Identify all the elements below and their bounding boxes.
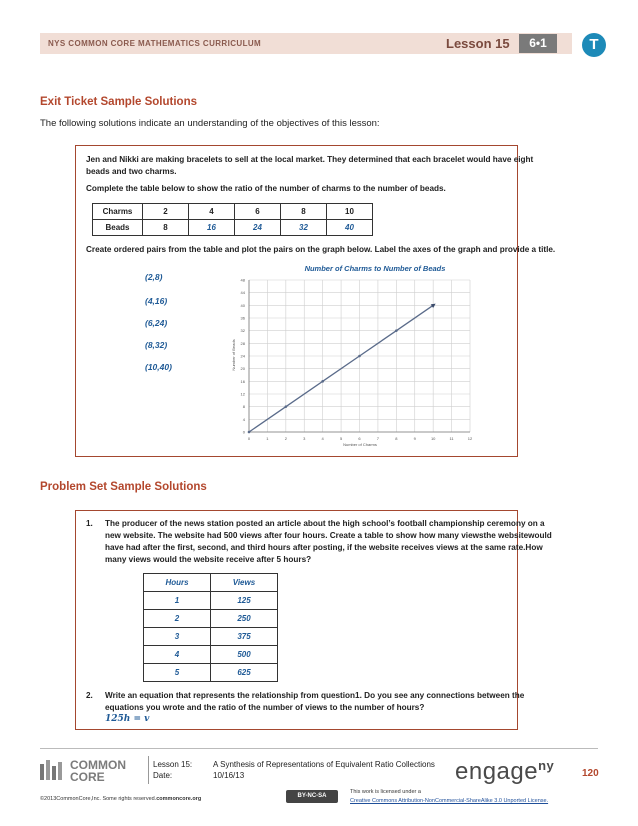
x-tick-label: 4 — [321, 436, 324, 441]
engageny-logo-sup: ny — [538, 758, 555, 773]
charms-cell: 4 — [189, 204, 235, 220]
cc-license-badge[interactable]: BY-NC-SA — [286, 790, 338, 803]
hours-header: Hours — [144, 574, 211, 592]
y-tick-label: 24 — [240, 353, 245, 359]
data-point — [285, 405, 288, 408]
beads-answer-cell: 16 — [189, 220, 235, 236]
copyright-site: commoncore.org — [156, 796, 202, 802]
charms-cell: 6 — [235, 204, 281, 220]
curriculum-title: NYS COMMON CORE MATHEMATICS CURRICULUM — [48, 39, 262, 48]
page-number: 120 — [582, 768, 599, 779]
exit-ticket-title: Exit Ticket Sample Solutions — [40, 96, 197, 108]
hours-cell: 5 — [144, 664, 211, 682]
views-cell: 125 — [211, 592, 278, 610]
y-tick-label: 28 — [240, 340, 245, 346]
lesson-number: Lesson 15 — [446, 36, 510, 51]
data-point — [358, 355, 361, 358]
hours-views-table — [143, 573, 278, 682]
hours-cell: 1 — [144, 592, 211, 610]
grade-module-badge: 6•1 — [519, 34, 557, 53]
plot-instruction: Create ordered pairs from the table and plot the pairs on the graph below. Label the axes of the graph and provide a title. — [86, 245, 556, 254]
hours-cell: 3 — [144, 628, 211, 646]
table-row — [144, 646, 278, 664]
views-header: Views — [211, 574, 278, 592]
footer-lesson-label: Lesson 15: — [153, 760, 193, 769]
problem-line-1: Jen and Nikki are making bracelets to sell at the local market. They determined that each bracelet would have eight — [86, 155, 534, 164]
beads-answer-cell: 32 — [281, 220, 327, 236]
y-tick-label: 44 — [240, 290, 245, 296]
x-tick-label: 7 — [376, 436, 380, 441]
y-tick-label: 4 — [242, 416, 245, 422]
x-tick-label: 2 — [284, 436, 287, 441]
y-tick-label: 48 — [240, 277, 245, 283]
ordered-pair: (10,40) — [145, 362, 172, 372]
engageny-logo-text: engage — [455, 758, 539, 785]
charms-cell: 10 — [327, 204, 373, 220]
table-row — [144, 664, 278, 682]
table-row — [144, 628, 278, 646]
q2-line: Write an equation that represents the relationship from question1. Do you see any connections between the — [105, 691, 525, 700]
views-cell: 250 — [211, 610, 278, 628]
x-axis-label: Number of Charms — [343, 442, 377, 447]
q2-answer-equation: 125h = v — [105, 714, 150, 724]
beads-answer-cell: 40 — [327, 220, 373, 236]
q1-line: new website. The website had 500 views after four hours. Create a table to show how many viewsthe websitewould — [105, 531, 552, 540]
x-tick-label: 1 — [266, 436, 269, 441]
license-line1: This work is licensed under a — [350, 789, 421, 795]
y-tick-label: 12 — [240, 391, 245, 397]
footer-lesson-title: A Synthesis of Representations of Equivalent Ratio Collections — [213, 760, 435, 769]
x-tick-label: 11 — [449, 436, 454, 441]
x-tick-label: 10 — [430, 436, 436, 441]
q2-line: equations you wrote and the ratio of the number of views to the number of hours? — [105, 703, 425, 712]
exit-ticket-intro: The following solutions indicate an understanding of the objectives of this lesson: — [40, 118, 380, 129]
data-point — [321, 380, 324, 383]
logo-text-line2: CORE — [70, 770, 105, 784]
x-tick-label: 8 — [395, 436, 398, 441]
footer-date-label: Date: — [153, 771, 173, 780]
y-tick-label: 32 — [240, 328, 245, 334]
hours-cell: 2 — [144, 610, 211, 628]
footer-separator — [148, 756, 149, 784]
ordered-pair: (8,32) — [145, 340, 168, 350]
question-number: 1. — [86, 519, 93, 528]
y-tick-label: 0 — [242, 429, 245, 435]
x-tick-label: 0 — [247, 436, 251, 441]
row-label-beads: Beads — [93, 220, 143, 236]
views-cell: 625 — [211, 664, 278, 682]
data-point — [395, 329, 398, 332]
x-tick-label: 5 — [339, 436, 343, 441]
chart-title: Number of Charms to Number of Beads — [304, 264, 446, 273]
engageny-logo — [455, 758, 554, 786]
copyright — [40, 796, 201, 802]
charms-beads-table — [92, 203, 373, 236]
logo-text-line1: COMMON — [70, 758, 126, 772]
problem-line-2: beads and two charms. — [86, 167, 177, 176]
hours-cell: 4 — [144, 646, 211, 664]
y-tick-label: 8 — [242, 404, 245, 410]
q1-line: many views would the website receive after 5 hours? — [105, 555, 312, 564]
y-tick-label: 20 — [240, 366, 245, 372]
x-tick-label: 6 — [358, 436, 361, 441]
q1-line: have had after the first, second, and third hours after posting, if the website receives views at the same rate.How — [105, 543, 543, 552]
table-row — [93, 204, 373, 220]
table-row — [144, 592, 278, 610]
license-link[interactable]: Creative Commons Attribution-NonCommercial-ShareAlike 3.0 Unported License. — [350, 798, 549, 804]
q1-line: The producer of the news station posted an article about the high school’s football championship ceremony on a — [105, 519, 545, 528]
beads-answer-cell: 24 — [235, 220, 281, 236]
table-row — [144, 610, 278, 628]
data-point — [248, 431, 251, 434]
footer-date: 10/16/13 — [213, 771, 245, 780]
charms-cell: 8 — [281, 204, 327, 220]
row-label-charms: Charms — [93, 204, 143, 220]
y-axis-label: Number of Beads — [231, 339, 236, 371]
y-tick-label: 40 — [240, 302, 245, 308]
y-tick-label: 36 — [240, 315, 245, 321]
views-cell: 500 — [211, 646, 278, 664]
ordered-pair: (2,8) — [145, 272, 163, 282]
table-row — [93, 220, 373, 236]
teacher-badge-icon: T — [582, 33, 606, 57]
copyright-text: ©2013CommonCore,Inc. Some rights reserved. — [40, 796, 157, 802]
y-tick-label: 16 — [240, 378, 245, 384]
beads-cell: 8 — [143, 220, 189, 236]
charms-cell: 2 — [143, 204, 189, 220]
common-core-logo-icon — [40, 760, 68, 780]
question-number: 2. — [86, 691, 93, 700]
ordered-pair: (4,16) — [145, 296, 168, 306]
x-tick-label: 9 — [413, 436, 416, 441]
problem-set-title: Problem Set Sample Solutions — [40, 481, 207, 493]
x-tick-label: 12 — [467, 436, 473, 441]
footer-divider — [40, 748, 598, 749]
table-header-row — [144, 574, 278, 592]
ordered-pair: (6,24) — [145, 318, 168, 328]
views-cell: 375 — [211, 628, 278, 646]
charms-beads-graph — [225, 260, 475, 450]
table-instruction: Complete the table below to show the ratio of the number of charms to the number of beads. — [86, 184, 446, 193]
x-tick-label: 3 — [303, 436, 306, 441]
